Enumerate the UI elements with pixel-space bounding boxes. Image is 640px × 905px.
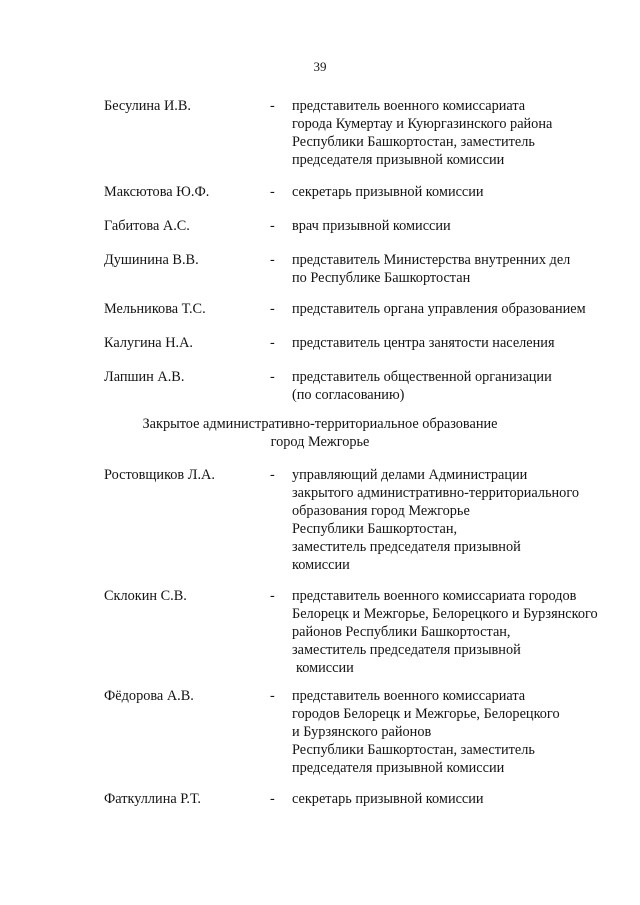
member-name: Калугина Н.А. [104, 335, 193, 351]
member-role [292, 334, 632, 352]
role-line: Республики Башкортостан, заместитель [292, 742, 535, 758]
role-line: представитель военного комиссариата [292, 688, 526, 704]
member-name: Фаткуллина Р.Т. [104, 791, 201, 807]
member-role [292, 251, 632, 287]
role-line: заместитель председателя призывной [292, 539, 521, 555]
dash-separator: - [270, 218, 275, 234]
role-line: секретарь призывной комиссии [292, 184, 484, 200]
role-line: представитель общественной организации [292, 369, 552, 385]
dash-separator: - [270, 369, 275, 385]
role-line: председателя призывной комиссии [292, 760, 505, 776]
member-name: Душинина В.В. [104, 252, 199, 268]
member-role [292, 466, 632, 574]
dash-separator: - [270, 98, 275, 114]
member-role [292, 183, 632, 201]
member-role [292, 587, 632, 677]
member-name: Бесулина И.В. [104, 98, 191, 114]
member-role [292, 300, 632, 318]
member-name: Ростовщиков Л.А. [104, 467, 215, 483]
dash-separator: - [270, 301, 275, 317]
role-line: городов Белорецк и Межгорье, Белорецкого [292, 706, 560, 722]
role-line: комиссии [292, 557, 350, 573]
dash-separator: - [270, 184, 275, 200]
member-name: Габитова А.С. [104, 218, 190, 234]
member-role [292, 368, 632, 404]
role-line: врач призывной комиссии [292, 218, 451, 234]
role-line: представитель Министерства внутренних дел [292, 252, 571, 268]
role-line: образования город Межгорье [292, 503, 470, 519]
dash-separator: - [270, 791, 275, 807]
role-line: представитель органа управления образованием [292, 301, 586, 317]
role-line: представитель военного комиссариата [292, 98, 526, 114]
role-line: представитель военного комиссариата городов [292, 588, 577, 604]
role-line: председателя призывной комиссии [292, 152, 505, 168]
role-line: представитель центра занятости населения [292, 335, 555, 351]
role-line: Республики Башкортостан, заместитель [292, 134, 535, 150]
dash-separator: - [270, 467, 275, 483]
role-line: по Республике Башкортостан [292, 270, 471, 286]
member-role [292, 790, 632, 808]
role-line: комиссии [296, 660, 354, 676]
dash-separator: - [270, 588, 275, 604]
member-name: Мельникова Т.С. [104, 301, 206, 317]
role-line: Республики Башкортостан, [292, 521, 458, 537]
role-line: заместитель председателя призывной [292, 642, 521, 658]
role-line: Белорецк и Межгорье, Белорецкого и Бурзянского [292, 606, 598, 622]
member-name: Склокин С.В. [104, 588, 187, 604]
dash-separator: - [270, 688, 275, 704]
role-line: (по согласованию) [292, 387, 405, 403]
member-name: Фёдорова А.В. [104, 688, 194, 704]
member-name: Лапшин А.В. [104, 369, 185, 385]
role-line: управляющий делами Администрации [292, 467, 528, 483]
member-role [292, 217, 632, 235]
member-role [292, 97, 632, 169]
section-heading-line: город Межгорье [270, 434, 370, 450]
role-line: города Кумертау и Куюргазинского района [292, 116, 553, 132]
dash-separator: - [270, 252, 275, 268]
role-line: и Бурзянского районов [292, 724, 432, 740]
section-heading [0, 415, 640, 451]
page-number: 39 [313, 59, 327, 74]
section-heading-line: Закрытое административно-территориальное образование [142, 416, 498, 432]
role-line: секретарь призывной комиссии [292, 791, 484, 807]
member-name: Максютова Ю.Ф. [104, 184, 210, 200]
dash-separator: - [270, 335, 275, 351]
member-role [292, 687, 632, 777]
role-line: районов Республики Башкортостан, [292, 624, 511, 640]
role-line: закрытого административно-территориального [292, 485, 579, 501]
